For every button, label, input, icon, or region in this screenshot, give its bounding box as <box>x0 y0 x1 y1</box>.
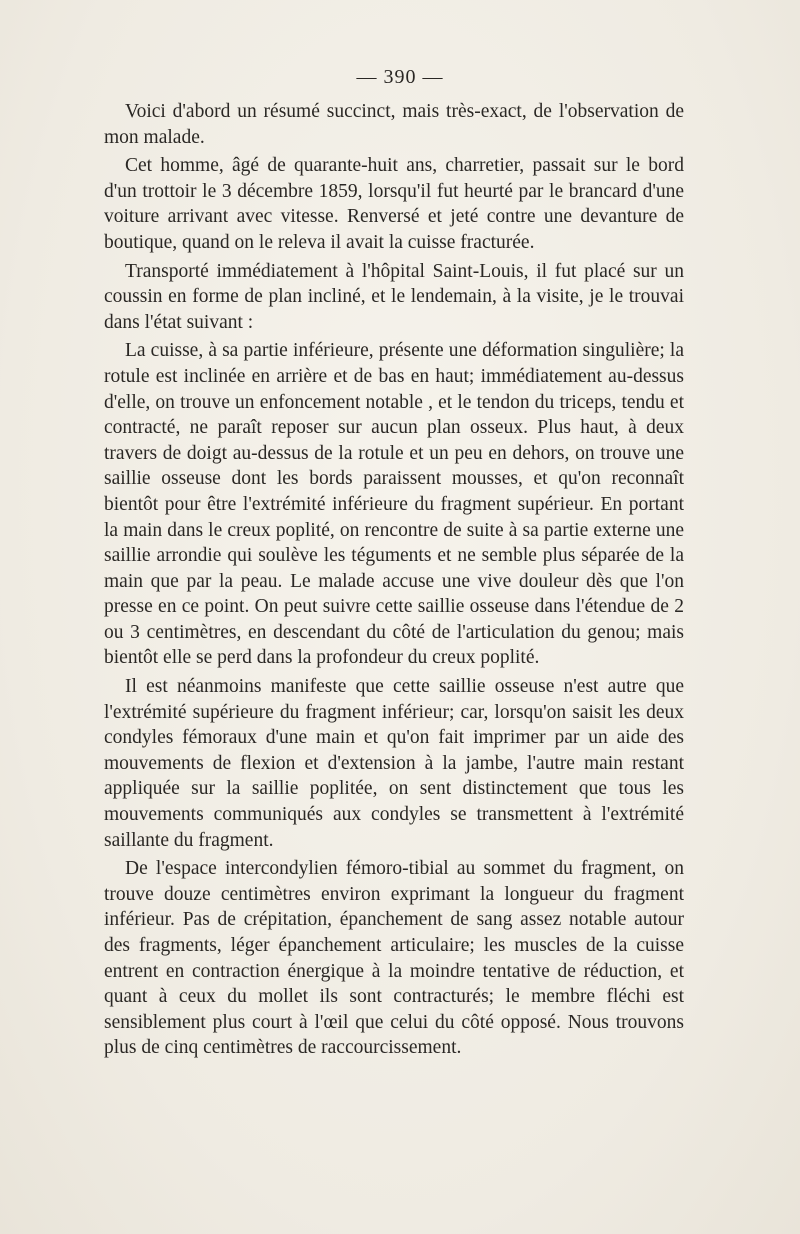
paragraph: De l'espace intercondylien fémoro-tibial au sommet du fragment, on trouve douze centimètres environ exprimant la longueur du fragment inférieur. Pas de crépitation, épanchement de sang assez notable autour des fragments, léger épanchement articulaire; les muscles de la cuisse entrent en contraction énergique à la moindre tentative de réduction, et quant à ceux du mollet ils sont contracturés; le membre fléchi est sensiblement plus court à l'œil que celui du côté opposé. Nous trouvons plus de cinq centimètres de raccourcissement. <box>104 858 684 1059</box>
paragraph: Voici d'abord un résumé succinct, mais très-exact, de l'observation de mon malade. <box>104 101 684 148</box>
body-text <box>104 99 684 1061</box>
paragraph: Il est néanmoins manifeste que cette saillie osseuse n'est autre que l'extrémité supérieure du fragment inférieur; car, lorsqu'on saisit les deux condyles fémoraux d'une main et qu'on fait imprimer par un aide des mouvements de flexion et d'extension à la jambe, l'autre main restant appliquée sur la saillie poplitée, on sent distinctement que tous les mouvements communiqués aux condyles se transmettent à l'extrémité saillante du fragment. <box>104 676 684 851</box>
paragraph: Cet homme, âgé de quarante-huit ans, charretier, passait sur le bord d'un trottoir le 3 décembre 1859, lorsqu'il fut heurté par le brancard d'une voiture arrivant avec vitesse. Renversé et jeté contre une devanture de boutique, quand on le releva il avait la cuisse fracturée. <box>104 155 684 253</box>
paragraph: Transporté immédiatement à l'hôpital Saint-Louis, il fut placé sur un coussin en forme de plan incliné, et le lendemain, à la visite, je le trouvai dans l'état suivant : <box>104 260 684 333</box>
page-number: — 390 — <box>356 66 444 88</box>
paragraph: La cuisse, à sa partie inférieure, présente une déformation singulière; la rotule est inclinée en arrière et de bas en haut; immédiatement au-dessus d'elle, on trouve un enfoncement notable , et le tendon du triceps, tendu et contracté, ne paraît reposer sur aucun plan osseux. Plus haut, à deux travers de doigt au-dessus de la rotule et un peu en dehors, on trouve une saillie osseuse dont les bords paraissent mousses, et qu'on reconnaît bientôt pour être l'extrémité inférieure du fragment supérieur. En portant la main dans le creux poplité, on rencontre de suite à sa partie externe une saillie arrondie qui soulève les téguments et ne semble plus séparée de la main que par la peau. Le malade accuse une vive douleur dès que l'on presse en ce point. On peut suivre cette saillie osseuse dans l'étendue de 2 ou 3 centimètres, en descendant du côté de l'articulation du genou; mais bientôt elle se perd dans la profondeur du creux poplité. <box>104 340 684 669</box>
